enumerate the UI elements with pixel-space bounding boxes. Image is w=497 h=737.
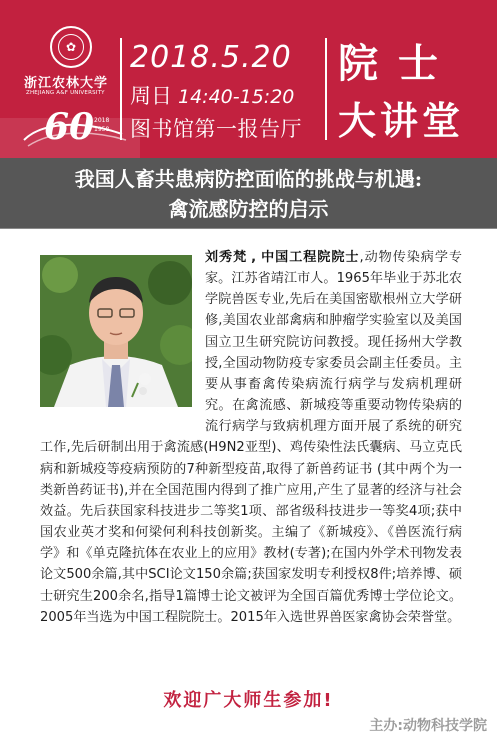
university-logo: [22, 26, 122, 156]
header-divider-left: [120, 38, 122, 140]
host-organizer: 主办:动物科技学院: [369, 718, 487, 734]
anniversary-year-current: 2018: [94, 117, 110, 124]
speaker-bio: [40, 247, 462, 628]
event-weekday: 周日: [130, 84, 172, 108]
lecture-title-line2: 禽流感防控的启示: [168, 197, 329, 221]
anniversary-years: [94, 116, 109, 134]
welcome-message: 欢迎广大师生参加!: [163, 690, 334, 711]
bio-photo-spacer: [40, 247, 192, 418]
speaker-bio-text: ,动物传染病学专家。江苏省靖江市人。1965年毕业于苏北农学院兽医专业,先后在美国密歇根州立大学研修,美国农业部禽病和肿瘤学实验室以及美国国立卫生研究院访问教授。现任扬州大学教授,全国动物防疫专家委员会副主任委员。主要从事畜禽传染病流行病学与发病机理研究。在禽流感、新城疫等重要动物传染病的流行病学与致病机理方面开展了系统的研究工作,先后研制出用于禽流感(H9N2亚型)、鸡传染性法氏囊病、马立克氏病和新城疫等疫病预防的7种新型疫苗,取得了新兽药证书 (其中两个为一类新兽药证书),并在全国范围内得到了推广应用,产生了显著的经济与社会效益。先后获国家科技进步二等奖1项、部省级科技进步一等奖4项;获中国农业英才奖和何梁何利科技创新奖。主编了《新城疫》、《兽医流行病学》和《单克隆抗体在农业上的应用》教材(专著);在国内外学术刊物发表论文500余篇,其中SCI论文150余篇;获国家发明专利授权8件;培养博、硕士研究生200余名,指导1篇博士论文被评为全国百篇优秀博士学位论文。2005年当选为中国工程院院士。2015年入选世界兽医家禽协会荣誉堂。: [40, 250, 462, 625]
event-time-line: [130, 80, 294, 110]
speaker-name: 刘秀梵: [205, 250, 248, 265]
series-title-line1: 院士: [338, 41, 458, 87]
header-banner: [0, 0, 497, 158]
anniversary-year-founded: 1958: [94, 126, 110, 133]
university-english-name: ZHEJIANG A&F UNIVERSITY: [26, 90, 105, 96]
anniversary-emblem: [22, 100, 132, 156]
speaker-name-separator: ,: [251, 250, 257, 265]
lecture-title-line1: 我国人畜共患病防控面临的挑战与机遇:: [74, 167, 423, 191]
header-divider-right: [325, 38, 327, 140]
event-time: 14:40-15:20: [178, 86, 295, 108]
anniversary-number: 60: [44, 106, 95, 148]
university-name: 浙江农林大学: [24, 76, 109, 91]
event-venue: 图书馆第一报告厅: [130, 117, 302, 141]
university-seal-icon: ✿: [50, 26, 92, 68]
series-title-line2: 大讲堂: [338, 99, 465, 143]
speaker-honor: 中国工程院院士: [260, 250, 360, 265]
event-date: 2018.5.20: [130, 40, 292, 75]
